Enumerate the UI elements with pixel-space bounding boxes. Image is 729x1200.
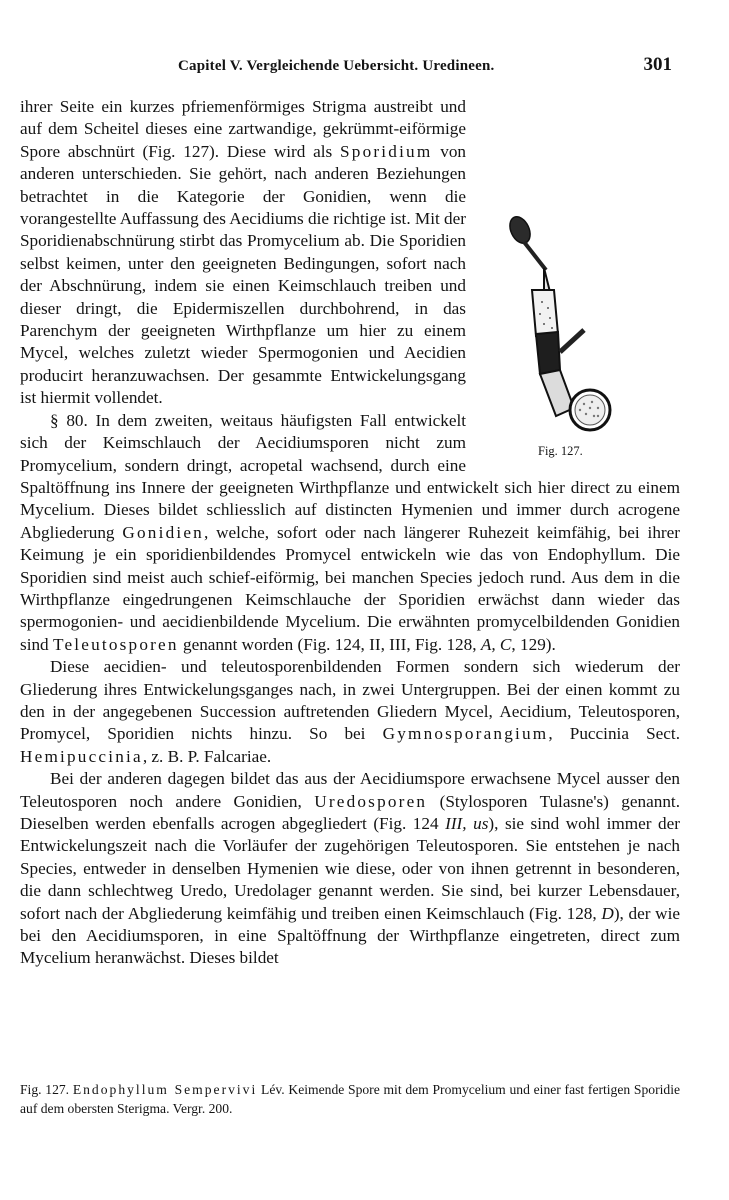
paragraph-3: Diese aecidien- und teleutosporenbildenden Formen sondern sich wiederum der Gliederung ihres Entwickelungsganges nach, in zwei Untergruppen. Bei der einen kommt zu den in der angegebenen Succession auftretenden Gliedern Mycel, Aecidium, Teleutosporen, Promycel, Sporidien nichts hinzu. So bei Gymnosporangium, Puccinia Sect. Hemipuccinia, z. B. P. Falcariae. xyxy=(20,657,680,766)
body-text xyxy=(20,96,680,970)
figure-caption: Fig. 127. Endophyllum Sempervivi Lév. Keimende Spore mit dem Promycelium und einer fast fertigen Sporidie auf dem obersten Sterigma. Vergr. 200. xyxy=(20,1082,680,1116)
paragraph-2: § 80. In dem zweiten, weitaus häufigsten Fall entwickelt sich der Keimschlauch der Aecidiumsporen nicht zum Promycelium, sondern dringt, acropetal wachsend, durch eine Spaltöffnung ins Innere der geeigneten Wirthpflanze und entwickelt sich hier direct zu einem Mycelium. Dieses bildet schliesslich auf distincten Hymenien und immer durch acrogene Abgliederung Gonidien, welche, sofort oder nach längerer Ruhezeit keimfähig, bei ihrer Keimung je ein sporidienbildendes Promycel entwickeln wie das von Endophyllum. Die Sporidien sind meist auch schief-eiförmig, bei manchen Species jedoch rund. Aus dem in die Wirthpflanze eingedrungenen Keimschlauche der Sporidien erwächst dann wieder das spermogonien- und aecidienbildende Mycelium. Die erwähnten promycelbildenden Gonidien sind Teleutosporen genannt worden (Fig. 124, II, III, Fig. 128, A, C, 129). xyxy=(20,410,680,654)
page-header xyxy=(18,52,678,80)
figure-127 xyxy=(480,194,680,456)
running-title: Capitel V. Vergleichende Uebersicht. Uredineen. xyxy=(178,58,495,74)
germinating-spore-illustration xyxy=(480,194,680,456)
figure-label: Fig. 127. xyxy=(538,444,583,458)
paragraph-4: Bei der anderen dagegen bildet das aus der Aecidiumspore erwachsene Mycel ausser den Teleutosporen noch andere Gonidien, Uredosporen (Stylosporen Tulasne's) genannt. Dieselben werden ebenfalls acrogen abgegliedert (Fig. 124 III, us), sie sind wohl immer der Entwickelungszeit nach die Vorläufer der zugehörigen Teleutosporen. Sie entstehen je nach Species, entweder in denselben Hymenien wie diese, oder von ihnen getrennt in besonderen, die dann schlechtweg Uredo, Uredolager genannt werden. Sie sind, bei kurzer Lebensdauer, sofort nach der Abgliederung keimfähig und treiben einen Keimschlauch (Fig. 128, D), der wie bei den Aecidiumsporen, in eine Spaltöffnung der Wirthpflanze eingetreten, direct zum Mycelium heranwächst. Dieses bildet xyxy=(20,769,680,968)
page-number: 301 xyxy=(643,54,672,75)
paragraph-1: ihrer Seite ein kurzes pfriemenförmiges Strigma austreibt und auf dem Scheitel dieses eine zartwandige, gekrümmt-eiförmige Spore abschnürt (Fig. 127). Diese wird als Sporidium von anderen unterschieden. Sie gehört, nach anderen Beziehungen betrachtet in die Kategorie der Gonidien, wenn die vorangestellte Auffassung des Aecidiums die richtige ist. Mit der Sporidienabschnürung stirbt das Promycelium ab. Die Sporidien selbst keimen, unter den geeigneten Bedingungen, sofort nach der Abschnürung, indem sie einen Keimschlauch treiben und dieser dringt, die Epidermiszellen durchbohrend, in das Parenchym der geeigneten Wirthpflanze um hier zu einem Mycel, welches zuletzt wieder Spermogonien und Aecidien producirt heranzuwachsen. Der gesammte Entwickelungsgang ist hiermit vollendet. xyxy=(20,97,467,408)
